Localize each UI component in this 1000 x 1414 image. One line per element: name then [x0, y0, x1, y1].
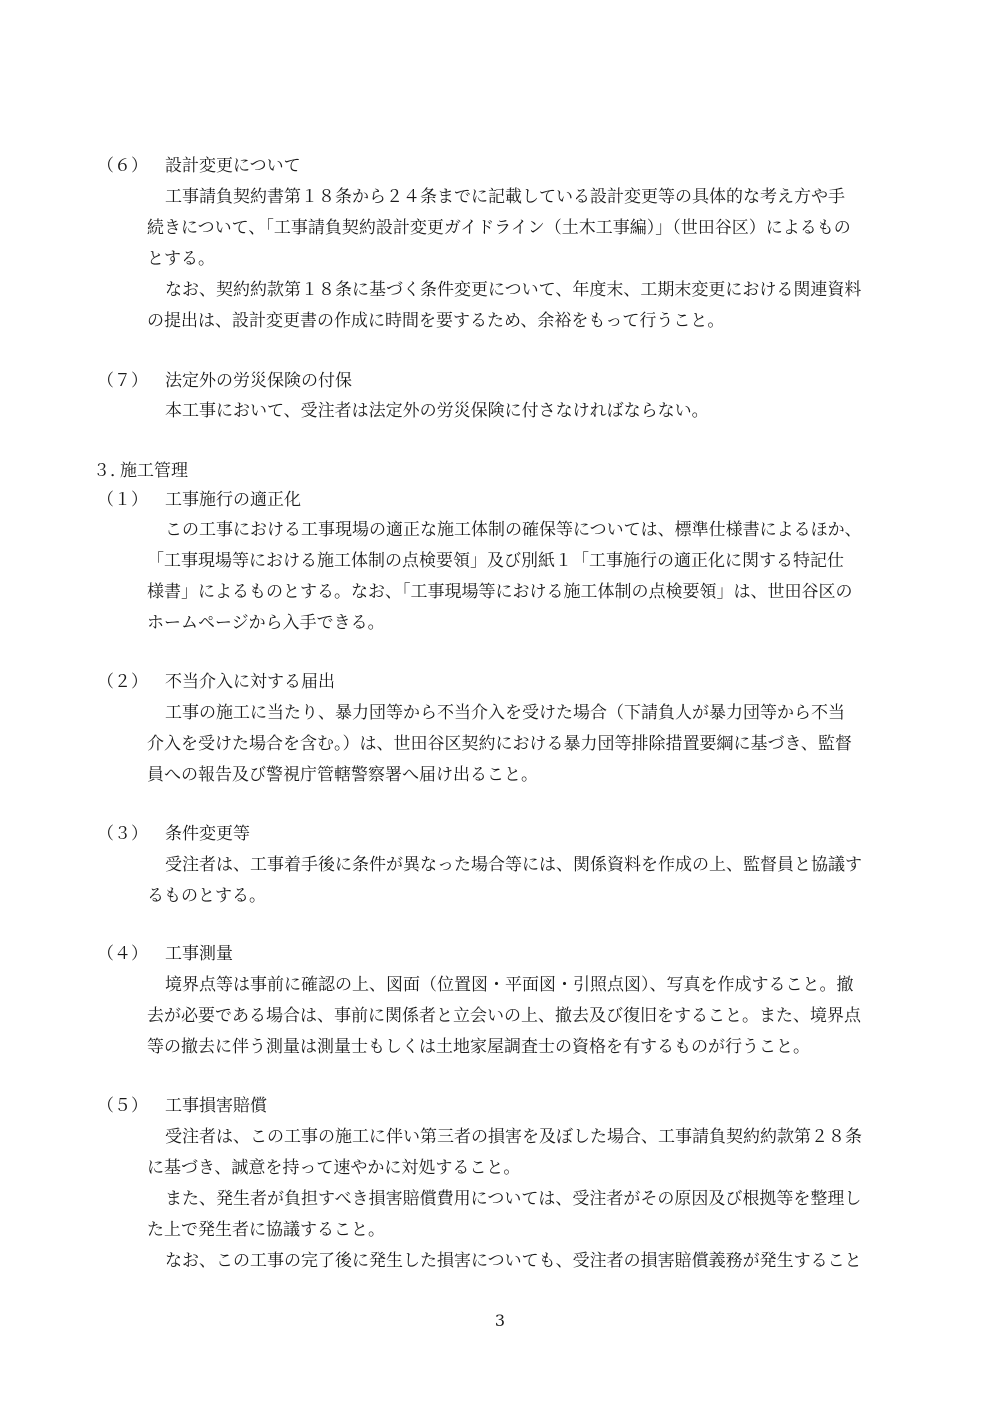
paragraph-line: また、発生者が負担すべき損害賠償費用については、受注者がその原因及び根拠等を整理し: [165, 1189, 862, 1209]
paragraph-line: 受注者は、この工事の施工に伴い第三者の損害を及ぼした場合、工事請負契約約款第２８条: [165, 1127, 862, 1147]
paragraph-line: とする。: [147, 249, 215, 269]
paragraph-line: なお、契約約款第１８条に基づく条件変更について、年度末、工期末変更における関連資料: [165, 280, 862, 300]
section-title: 工事損害賠償: [165, 1096, 267, 1116]
paragraph-line: ホームページから入手できる。: [147, 613, 385, 633]
section-title: 法定外の労災保険の付保: [165, 371, 352, 391]
paragraph-line: 境界点等は事前に確認の上、図面（位置図・平面図・引照点図）、写真を作成すること。撤: [165, 975, 854, 995]
section-title: 設計変更について: [165, 156, 301, 176]
paragraph-line: た上で発生者に協議すること。: [147, 1220, 385, 1240]
paragraph-line: 員への報告及び警視庁管轄警察署へ届け出ること。: [147, 765, 538, 785]
page-number: 3: [494, 1311, 506, 1330]
section-number: （４）: [97, 944, 148, 964]
paragraph-line: に基づき、誠意を持って速やかに対処すること。: [147, 1158, 521, 1178]
paragraph-line: 工事の施工に当たり、暴力団等から不当介入を受けた場合（下請負人が暴力団等から不当: [165, 703, 845, 723]
section-title: 工事施行の適正化: [165, 490, 301, 510]
chapter-number: ３．: [93, 461, 127, 481]
paragraph-line: 受注者は、工事着手後に条件が異なった場合等には、関係資料を作成の上、監督員と協議す: [165, 855, 862, 875]
paragraph-line: 工事請負契約書第１８条から２４条までに記載している設計変更等の具体的な考え方や手: [165, 187, 845, 207]
paragraph-line: るものとする。: [147, 886, 266, 906]
paragraph-line: 等の撤去に伴う測量は測量士もしくは土地家屋調査士の資格を有するものが行うこと。: [147, 1037, 810, 1057]
paragraph-line: この工事における工事現場の適正な施工体制の確保等については、標準仕様書によるほか、: [165, 520, 862, 540]
paragraph-line: 続きについて、「工事請負契約設計変更ガイドライン（土木工事編）」（世田谷区）によるもの: [147, 218, 851, 238]
section-number: （１）: [97, 490, 148, 510]
section-number: （２）: [97, 672, 148, 692]
section-number: （５）: [97, 1096, 148, 1116]
section-title: 条件変更等: [165, 824, 250, 844]
paragraph-line: 本工事において、受注者は法定外の労災保険に付さなければならない。: [165, 401, 709, 421]
paragraph-line: 様書」によるものとする。なお、「工事現場等における施工体制の点検要領」は、世田谷区の: [147, 582, 853, 602]
section-number: （６）: [97, 156, 148, 176]
section-title: 工事測量: [165, 944, 233, 964]
paragraph-line: 去が必要である場合は、事前に関係者と立会いの上、撤去及び復旧をすること。また、境界点: [147, 1006, 861, 1026]
paragraph-line: なお、この工事の完了後に発生した損害についても、受注者の損害賠償義務が発生すること: [165, 1251, 862, 1271]
section-title: 不当介入に対する届出: [165, 672, 335, 692]
paragraph-line: 介入を受けた場合を含む。）は、世田谷区契約における暴力団等排除措置要綱に基づき、監督: [147, 734, 852, 754]
section-number: （３）: [97, 824, 148, 844]
paragraph-line: の提出は、設計変更書の作成に時間を要するため、余裕をもって行うこと。: [147, 311, 725, 331]
chapter-title: 施工管理: [120, 461, 188, 481]
section-number: （７）: [97, 371, 148, 391]
paragraph-line: 「工事現場等における施工体制の点検要領」及び別紙１「工事施行の適正化に関する特記仕: [147, 551, 844, 571]
